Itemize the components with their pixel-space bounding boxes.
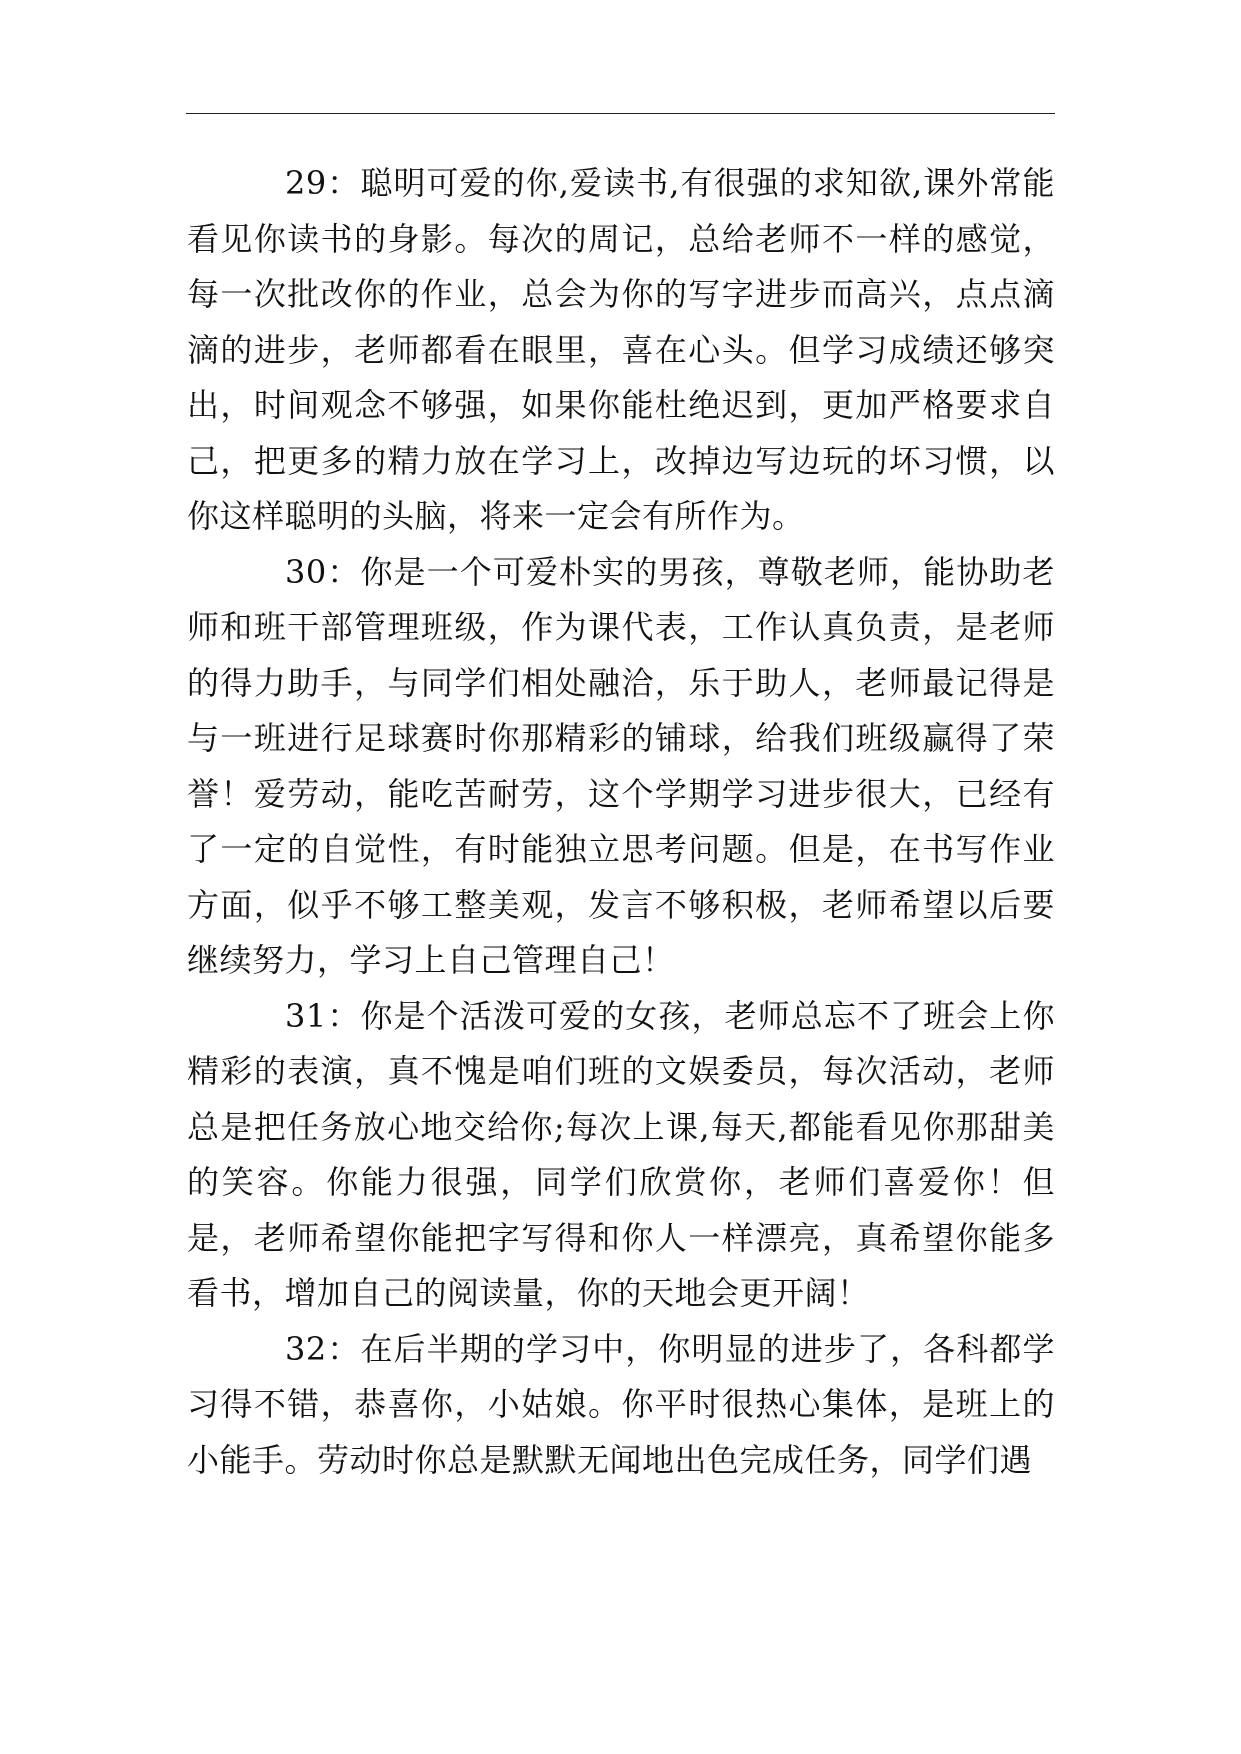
paragraph-number: 31： (285, 996, 361, 1035)
paragraph-text: 你是个活泼可爱的女孩，老师总忘不了班会上你精彩的表演，真不愧是咱们班的文娱委员，每次活动，老师总是把任务放心地交给你;每次上课,每天,都能看见你那甜美的笑容。你能力很强，同学们欣赏你，老师们喜爱你！但是，老师希望你能把字写得和你人一样漂亮，真希望你能多看书，增加自己的阅读量，你的天地会更开阔！ (187, 996, 1055, 1312)
paragraph-number: 30： (285, 552, 361, 591)
paragraph-29 (187, 156, 1055, 545)
paragraph-number: 29： (285, 164, 361, 202)
paragraph-text: 在后半期的学习中，你明显的进步了，各科都学习得不错，恭喜你，小姑娘。你平时很热心集体，是班上的小能手。劳动时你总是默默无闻地出色完成任务，同学们遇 (187, 1329, 1055, 1479)
paragraph-31 (187, 989, 1055, 1322)
document-body (187, 156, 1055, 1488)
paragraph-text: 聪明可爱的你,爱读书,有很强的求知欲,课外常能看见你读书的身影。每次的周记，总给老师不一样的感觉，每一次批改你的作业，总会为你的写字进步而高兴，点点滴滴的进步，老师都看在眼里，喜在心头。但学习成绩还够突出，时间观念不够强，如果你能杜绝迟到，更加严格要求自己，把更多的精力放在学习上，改掉边写边玩的坏习惯，以你这样聪明的头脑，将来一定会有所作为。 (187, 164, 1055, 535)
paragraph-number: 32： (285, 1329, 361, 1368)
paragraph-text: 你是一个可爱朴实的男孩，尊敬老师，能协助老师和班干部管理班级，作为课代表，工作认真负责，是老师的得力助手，与同学们相处融洽，乐于助人，老师最记得是与一班进行足球赛时你那精彩的铺球，给我们班级赢得了荣誉！爱劳动，能吃苦耐劳，这个学期学习进步很大，已经有了一定的自觉性，有时能独立思考问题。但是，在书写作业方面，似乎不够工整美观，发言不够积极，老师希望以后要继续努力，学习上自己管理自己！ (187, 552, 1055, 979)
header-rule (186, 113, 1055, 114)
paragraph-30 (187, 545, 1055, 989)
paragraph-32 (187, 1322, 1055, 1489)
